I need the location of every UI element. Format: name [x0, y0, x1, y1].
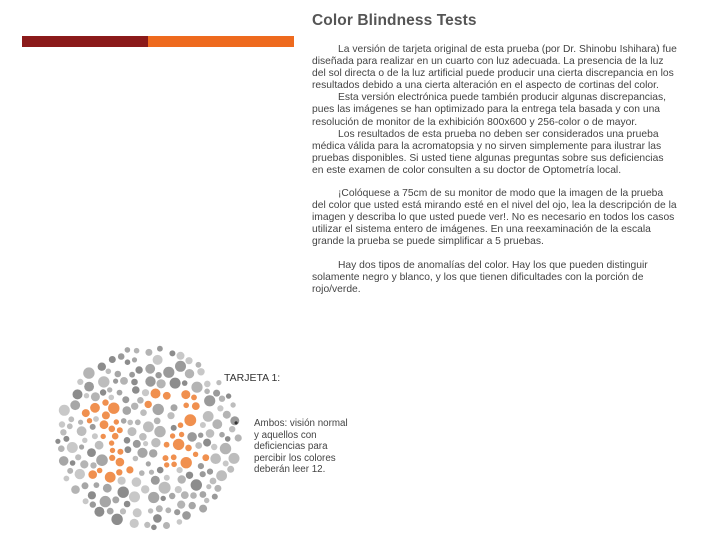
- plate-background-dot: [134, 348, 140, 354]
- plate-background-dot: [196, 362, 202, 368]
- plate-background-dot: [70, 400, 80, 410]
- plate-background-dot: [169, 350, 175, 356]
- plate-figure-dot: [185, 445, 192, 452]
- plate-figure-dot: [191, 395, 197, 401]
- plate-background-dot: [148, 492, 159, 503]
- plate-background-dot: [94, 507, 104, 517]
- plate-background-dot: [216, 380, 221, 385]
- plate-background-dot: [107, 387, 112, 392]
- plate-background-dot: [223, 411, 231, 419]
- plate-background-dot: [216, 470, 227, 481]
- plate-background-dot: [157, 467, 164, 474]
- plate-background-dot: [206, 484, 211, 489]
- plate-figure-dot: [181, 390, 190, 399]
- plate-background-dot: [128, 427, 137, 436]
- plate-background-dot: [145, 376, 155, 386]
- plate-background-dot: [146, 461, 151, 466]
- plate-background-dot: [181, 491, 189, 499]
- plate-figure-dot: [173, 439, 184, 450]
- plate-background-dot: [153, 404, 164, 415]
- plate-background-dot: [127, 420, 133, 426]
- plate-background-dot: [217, 405, 223, 411]
- plate-background-dot: [157, 379, 166, 388]
- card-label: TARJETA 1:: [224, 372, 281, 384]
- plate-background-dot: [68, 416, 74, 422]
- plate-background-dot: [140, 409, 147, 416]
- paragraph-electronic-version: Esta versión electrónica puede también producir algunas discrepancias, pues las imágenes se han optimizado para la entrega tela basada y con una resolución de monitor de la exhibición 800x600 y 256-color o de mayor.: [312, 92, 666, 128]
- plate-background-dot: [123, 406, 132, 415]
- plate-background-dot: [129, 491, 140, 502]
- plate-dots: [55, 346, 241, 530]
- paragraph-results-disclaimer: Los resultados de esta prueba no deben ser considerados una prueba médica válida para la acromatopsia y no sirven simplemente para ilustrar las pruebas disponibles. Si usted tiene algunas preguntas sobre sus deficiencias en este examen de color consulten a su doctor de Optometría local.: [312, 128, 664, 176]
- plate-background-dot: [125, 347, 131, 353]
- plate-background-dot: [186, 472, 193, 479]
- plate-background-dot: [83, 498, 89, 504]
- plate-figure-dot: [202, 454, 209, 461]
- plate-background-dot: [106, 369, 112, 375]
- plate-figure-dot: [117, 449, 123, 455]
- plate-figure-dot: [193, 452, 198, 457]
- plate-background-dot: [151, 476, 160, 485]
- plate-figure-dot: [102, 411, 110, 419]
- paragraph-intro: La versión de tarjeta original de esta prueba (por Dr. Shinobu Ishihara) fue diseñada para realizar en un cuarto con luz adecuada. La presencia de la luz del sol directa o de la luz artificial puede producir una cierta discrepancia en los resultados debido a una cierta alteración en el aspecto de cortinas del color.: [312, 44, 677, 92]
- plate-figure-dot: [116, 469, 122, 475]
- plate-background-dot: [154, 426, 165, 437]
- plate-background-dot: [70, 460, 76, 466]
- plate-background-dot: [84, 382, 94, 392]
- plate-background-dot: [82, 482, 89, 489]
- plate-figure-dot: [163, 392, 171, 400]
- plate-background-dot: [185, 369, 194, 378]
- plate-background-dot: [64, 476, 70, 482]
- plate-background-dot: [143, 441, 148, 446]
- plate-figure-dot: [105, 472, 116, 483]
- plate-background-dot: [154, 418, 161, 425]
- plate-figure-dot: [145, 401, 152, 408]
- plate-background-dot: [93, 416, 99, 422]
- plate-background-dot: [133, 456, 139, 462]
- plate-background-dot: [189, 502, 196, 509]
- plate-background-dot: [124, 437, 131, 444]
- plate-background-dot: [90, 501, 96, 507]
- plate-background-dot: [175, 361, 186, 372]
- plate-figure-dot: [181, 457, 192, 468]
- plate-background-dot: [75, 454, 81, 460]
- plate-background-dot: [71, 485, 80, 494]
- plate-background-dot: [132, 357, 137, 362]
- plate-figure-dot: [109, 440, 114, 445]
- plate-background-dot: [95, 441, 104, 450]
- plate-background-dot: [75, 469, 85, 479]
- plate-background-dot: [200, 471, 206, 477]
- plate-figure-dot: [88, 470, 97, 479]
- plate-background-dot: [226, 393, 231, 398]
- plate-background-dot: [182, 511, 191, 520]
- plate-background-dot: [79, 444, 84, 449]
- plate-background-dot: [111, 514, 122, 525]
- plate-background-dot: [139, 433, 147, 441]
- plate-background-dot: [118, 477, 126, 485]
- plate-background-dot: [115, 371, 122, 378]
- plate-background-dot: [149, 449, 157, 457]
- plate-figure-dot: [109, 426, 116, 433]
- plate-figure-dot: [171, 462, 177, 468]
- plate-background-dot: [177, 501, 185, 509]
- plate-background-dot: [88, 491, 96, 499]
- plate-figure-dot: [126, 466, 133, 473]
- plate-background-dot: [191, 382, 202, 393]
- plate-background-dot: [211, 444, 217, 450]
- plate-background-dot: [83, 367, 94, 378]
- plate-background-dot: [100, 496, 111, 507]
- plate-background-dot: [187, 432, 197, 442]
- plate-background-dot: [182, 380, 188, 386]
- page-title: Color Blindness Tests: [312, 12, 477, 29]
- plate-figure-dot: [184, 414, 196, 426]
- plate-background-dot: [190, 492, 197, 499]
- plate-background-dot: [197, 368, 204, 375]
- plate-figure-dot: [164, 442, 170, 448]
- plate-background-dot: [118, 487, 129, 498]
- plate-background-dot: [203, 411, 214, 422]
- plate-background-dot: [100, 389, 106, 395]
- plate-background-dot: [170, 378, 181, 389]
- plate-figure-dot: [179, 432, 184, 437]
- plate-background-dot: [191, 479, 202, 490]
- plate-background-dot: [137, 397, 144, 404]
- plate-background-dot: [67, 423, 73, 429]
- plate-figure-dot: [163, 455, 169, 461]
- plate-background-dot: [155, 372, 161, 378]
- plate-figure-dot: [82, 409, 90, 417]
- plate-background-dot: [125, 359, 131, 365]
- plate-background-dot: [90, 424, 96, 430]
- plate-background-dot: [213, 390, 220, 397]
- plate-background-dot: [135, 366, 142, 373]
- plate-background-dot: [177, 352, 185, 360]
- plate-figure-dot: [110, 448, 115, 453]
- plate-background-dot: [59, 456, 69, 466]
- plate-background-dot: [167, 412, 174, 419]
- plate-background-dot: [73, 389, 83, 399]
- plate-background-dot: [177, 519, 183, 525]
- plate-background-dot: [178, 475, 186, 483]
- plate-background-dot: [135, 419, 141, 425]
- plate-figure-dot: [116, 458, 125, 467]
- plate-background-dot: [67, 442, 78, 453]
- plate-background-dot: [120, 377, 128, 385]
- plate-background-dot: [59, 421, 65, 427]
- plate-figure-dot: [183, 403, 189, 409]
- plate-figure-dot: [170, 433, 175, 438]
- plate-figure-dot: [164, 462, 169, 467]
- plate-background-dot: [151, 525, 157, 531]
- plate-background-dot: [107, 508, 114, 515]
- plate-background-dot: [212, 419, 222, 429]
- plate-background-dot: [163, 367, 174, 378]
- plate-background-dot: [67, 468, 73, 474]
- plate-background-dot: [165, 507, 171, 513]
- body-text: [312, 44, 677, 296]
- plate-background-dot: [142, 389, 149, 396]
- plate-figure-dot: [87, 418, 92, 423]
- plate-figure-dot: [108, 403, 119, 414]
- plate-background-dot: [109, 395, 115, 401]
- list-item: [234, 418, 354, 476]
- plate-background-dot: [157, 346, 163, 352]
- plate-background-dot: [151, 438, 160, 447]
- plate-background-dot: [113, 379, 118, 384]
- plate-background-dot: [149, 470, 154, 475]
- plate-background-dot: [87, 448, 96, 457]
- plate-background-dot: [129, 372, 135, 378]
- plate-background-dot: [132, 477, 142, 487]
- paragraph-anomaly-types: Hay dos tipos de anomalías del color. Hay los que pueden distinguir solamente negro y blanco, y los que tienen dificultades con la porción de rojo/verde.: [312, 259, 648, 295]
- plate-background-dot: [112, 496, 119, 503]
- plate-background-dot: [204, 381, 211, 388]
- plate-background-dot: [198, 463, 204, 469]
- plate-figure-dot: [109, 455, 115, 461]
- plate-background-dot: [90, 462, 96, 468]
- plate-background-dot: [55, 439, 60, 444]
- plate-background-dot: [103, 484, 112, 493]
- plate-background-dot: [199, 505, 207, 513]
- plate-background-dot: [98, 363, 106, 371]
- plate-figure-dot: [114, 419, 119, 424]
- plate-background-dot: [80, 460, 88, 468]
- plate-background-dot: [92, 433, 98, 439]
- plate-background-dot: [118, 353, 125, 360]
- plate-background-dot: [77, 426, 87, 436]
- plate-background-dot: [145, 349, 152, 356]
- header-accent-bar-dark: [22, 36, 148, 47]
- plate-background-dot: [133, 508, 142, 517]
- plate-background-dot: [63, 436, 69, 442]
- plate-background-dot: [225, 436, 231, 442]
- plate-background-dot: [198, 433, 203, 438]
- plate-background-dot: [185, 357, 192, 364]
- plate-background-dot: [230, 402, 235, 407]
- plate-background-dot: [214, 485, 221, 492]
- plate-background-dot: [219, 432, 225, 438]
- plate-background-dot: [174, 509, 180, 515]
- plate-background-dot: [175, 486, 182, 493]
- plate-background-dot: [59, 405, 70, 416]
- plate-background-dot: [220, 443, 231, 454]
- plate-background-dot: [148, 508, 153, 513]
- plate-background-dot: [117, 390, 123, 396]
- plate-background-dot: [133, 440, 141, 448]
- bullet-text: Ambos: visión normal y aquellos con deficiencias para percibir los colores deberán leer 12.: [254, 418, 348, 476]
- plate-background-dot: [210, 478, 217, 485]
- plate-background-dot: [60, 429, 66, 435]
- plate-background-dot: [131, 379, 138, 386]
- header-accent-bar-orange: [148, 36, 294, 47]
- plate-background-dot: [177, 467, 183, 473]
- plate-background-dot: [200, 491, 207, 498]
- plate-background-dot: [203, 439, 211, 447]
- plate-figure-dot: [178, 422, 184, 428]
- plate-background-dot: [171, 404, 178, 411]
- plate-background-dot: [77, 379, 83, 385]
- plate-background-dot: [132, 386, 140, 394]
- paragraph-instructions: ¡Colóquese a 75cm de su monitor de modo que la imagen de la prueba del color que usted está mirando esté en el nivel del ojo, lea la descripción de la imagen y describa lo que usted puede ver!. No es necesario en todos los casos utilizar el sistema entero de imágenes. En una reexaminación de la escala grande la prueba se puede simplificar a 5 pruebas.: [312, 188, 677, 248]
- plate-background-dot: [141, 485, 149, 493]
- plate-background-dot: [156, 505, 163, 512]
- plate-background-dot: [84, 393, 89, 398]
- plate-background-dot: [210, 453, 221, 464]
- plate-background-dot: [204, 498, 209, 503]
- plate-figure-dot: [100, 420, 109, 429]
- plate-background-dot: [206, 429, 215, 438]
- plate-figure-dot: [112, 433, 119, 440]
- plate-background-dot: [122, 396, 129, 403]
- bullet-icon: •: [234, 416, 239, 430]
- plate-background-dot: [78, 420, 83, 425]
- plate-background-dot: [204, 395, 215, 406]
- plate-background-dot: [109, 356, 116, 363]
- plate-background-dot: [161, 496, 166, 501]
- plate-figure-dot: [192, 402, 200, 410]
- plate-background-dot: [219, 396, 225, 402]
- plate-figure-dot: [90, 403, 100, 413]
- plate-background-dot: [139, 470, 145, 476]
- plate-background-dot: [120, 508, 126, 514]
- plate-background-dot: [159, 482, 171, 494]
- plate-background-dot: [58, 445, 65, 452]
- plate-background-dot: [124, 501, 131, 508]
- plate-background-dot: [143, 421, 154, 432]
- plate-figure-dot: [97, 468, 103, 474]
- plate-background-dot: [207, 469, 213, 475]
- plate-background-dot: [121, 418, 127, 424]
- plate-background-dot: [144, 522, 150, 528]
- plate-background-dot: [96, 454, 108, 466]
- plate-background-dot: [195, 442, 202, 449]
- plate-background-dot: [153, 355, 163, 365]
- plate-background-dot: [223, 461, 229, 467]
- plate-background-dot: [98, 376, 109, 387]
- plate-background-dot: [169, 493, 175, 499]
- plate-background-dot: [131, 403, 138, 410]
- plate-figure-dot: [171, 454, 177, 460]
- plate-background-dot: [212, 494, 218, 500]
- plate-figure-dot: [102, 399, 108, 405]
- plate-background-dot: [145, 364, 155, 374]
- plate-background-dot: [94, 482, 100, 488]
- plate-background-dot: [130, 519, 139, 528]
- plate-background-dot: [164, 475, 170, 481]
- ishihara-plate-image: [50, 340, 246, 536]
- plate-background-dot: [200, 422, 206, 428]
- plate-background-dot: [153, 514, 162, 523]
- plate-background-dot: [171, 425, 177, 431]
- plate-figure-dot: [101, 434, 106, 439]
- plate-background-dot: [91, 392, 100, 401]
- plate-figure-dot: [151, 389, 161, 399]
- plate-background-dot: [204, 389, 210, 395]
- card-bullet-list: [234, 418, 354, 476]
- plate-background-dot: [82, 438, 87, 443]
- plate-background-dot: [137, 448, 147, 458]
- plate-background-dot: [163, 522, 170, 529]
- plate-figure-dot: [117, 427, 123, 433]
- plate-background-dot: [125, 446, 132, 453]
